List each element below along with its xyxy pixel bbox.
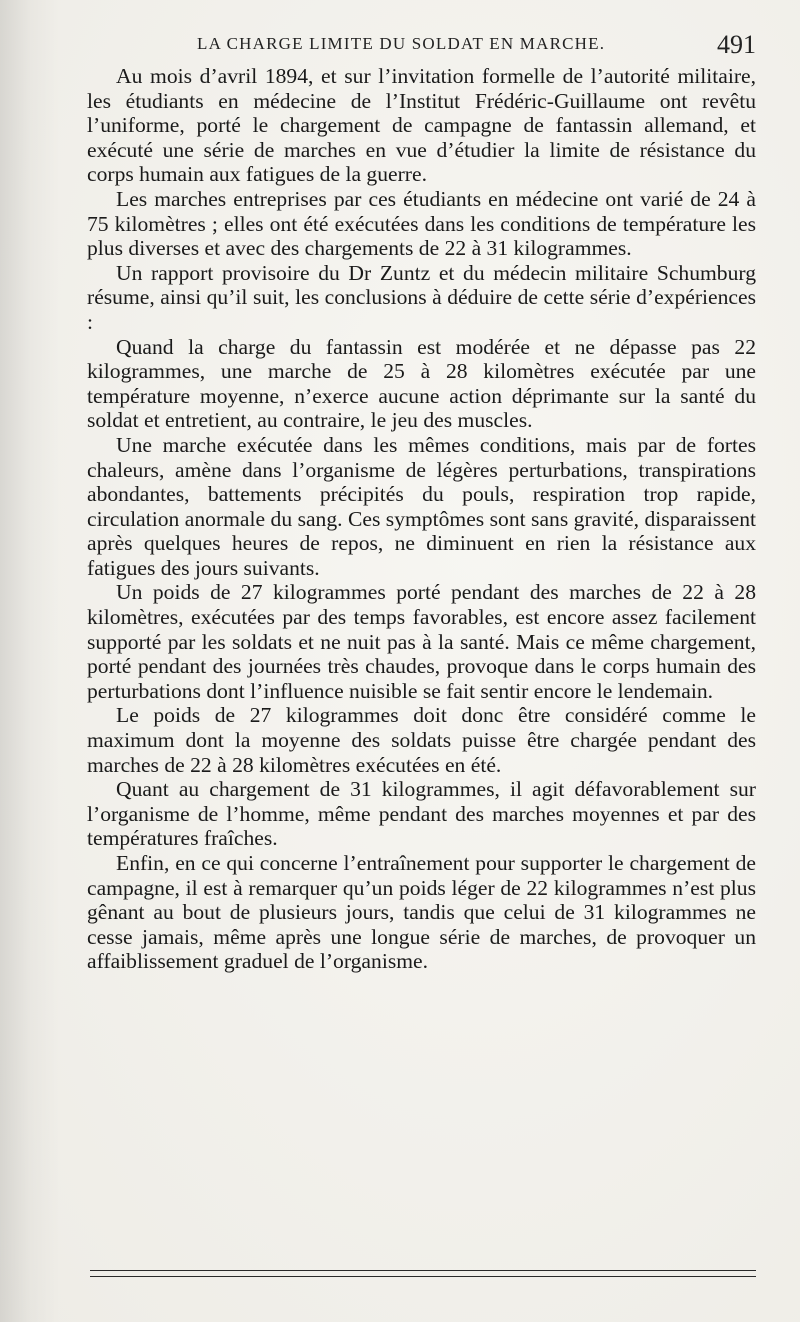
paragraph-1: Au mois d’avril 1894, et sur l’invitation formelle de l’autorité militaire, les étudiants en médecine de l’Institut Frédéric-Guillaume ont revêtu l’uniforme, porté le chargement de campagne de fantassin allemand, et exécuté une série de marches en vue d’étudier la limite de résistance du corps humain aux fatigues de la guerre. [87, 64, 756, 187]
paragraph-9: Enfin, en ce qui concerne l’entraînement pour supporter le chargement de campagne, il est à remarquer qu’un poids léger de 22 kilogrammes n’est plus gênant au bout de plusieurs jours, tandis que celui de 31 kilogrammes ne cesse jamais, même après une longue série de marches, de provoquer un affaiblissement graduel de l’organisme. [87, 851, 756, 974]
page-number: 491 [717, 30, 756, 59]
paragraph-4: Quand la charge du fantassin est modérée et ne dépasse pas 22 kilogrammes, une marche de 25 à 28 kilomètres exécutée par une température moyenne, n’exerce aucune action déprimante sur la santé du soldat et entretient, au contraire, le jeu des muscles. [87, 334, 756, 433]
body-text [87, 64, 756, 974]
footer-rule-bottom [90, 1276, 756, 1277]
running-title: LA CHARGE LIMITE DU SOLDAT EN MARCHE. [197, 34, 606, 53]
footer-rule-top [90, 1270, 756, 1271]
paragraph-8: Quant au chargement de 31 kilogrammes, il agit défavorablement sur l’organisme de l’homme, même pendant des marches moyennes et par des températures fraîches. [87, 777, 756, 851]
paragraph-3: Un rapport provisoire du Dr Zuntz et du médecin militaire Schumburg résume, ainsi qu’il suit, les conclusions à déduire de cette série d’expériences : [87, 260, 756, 334]
paragraph-7: Le poids de 27 kilogrammes doit donc être considéré comme le maximum dont la moyenne des soldats puisse être chargée pendant des marches de 22 à 28 kilomètres exécutées en été. [87, 703, 756, 777]
paragraph-6: Un poids de 27 kilogrammes porté pendant des marches de 22 à 28 kilomètres, exécutées par des temps favorables, est encore assez facilement supporté par les soldats et ne nuit pas à la santé. Mais ce même chargement, porté pendant des journées très chaudes, provoque dans le corps humain des perturbations dont l’influence nuisible se fait sentir encore le lendemain. [87, 580, 756, 703]
paragraph-5: Une marche exécutée dans les mêmes conditions, mais par de fortes chaleurs, amène dans l’organisme de légères perturbations, transpirations abondantes, battements précipités du pouls, respiration trop rapide, circulation anormale du sang. Ces symptômes sont sans gravité, disparaissent après quelques heures de repos, ne diminuent en rien la résistance aux fatigues des jours suivants. [87, 432, 756, 580]
paragraph-2: Les marches entreprises par ces étudiants en médecine ont varié de 24 à 75 kilomètres ; elles ont été exécutées dans les conditions de température les plus diverses et avec des chargements de 22 à 31 kilogrammes. [87, 186, 756, 261]
running-head [87, 32, 756, 62]
footer-rules [90, 1270, 756, 1277]
